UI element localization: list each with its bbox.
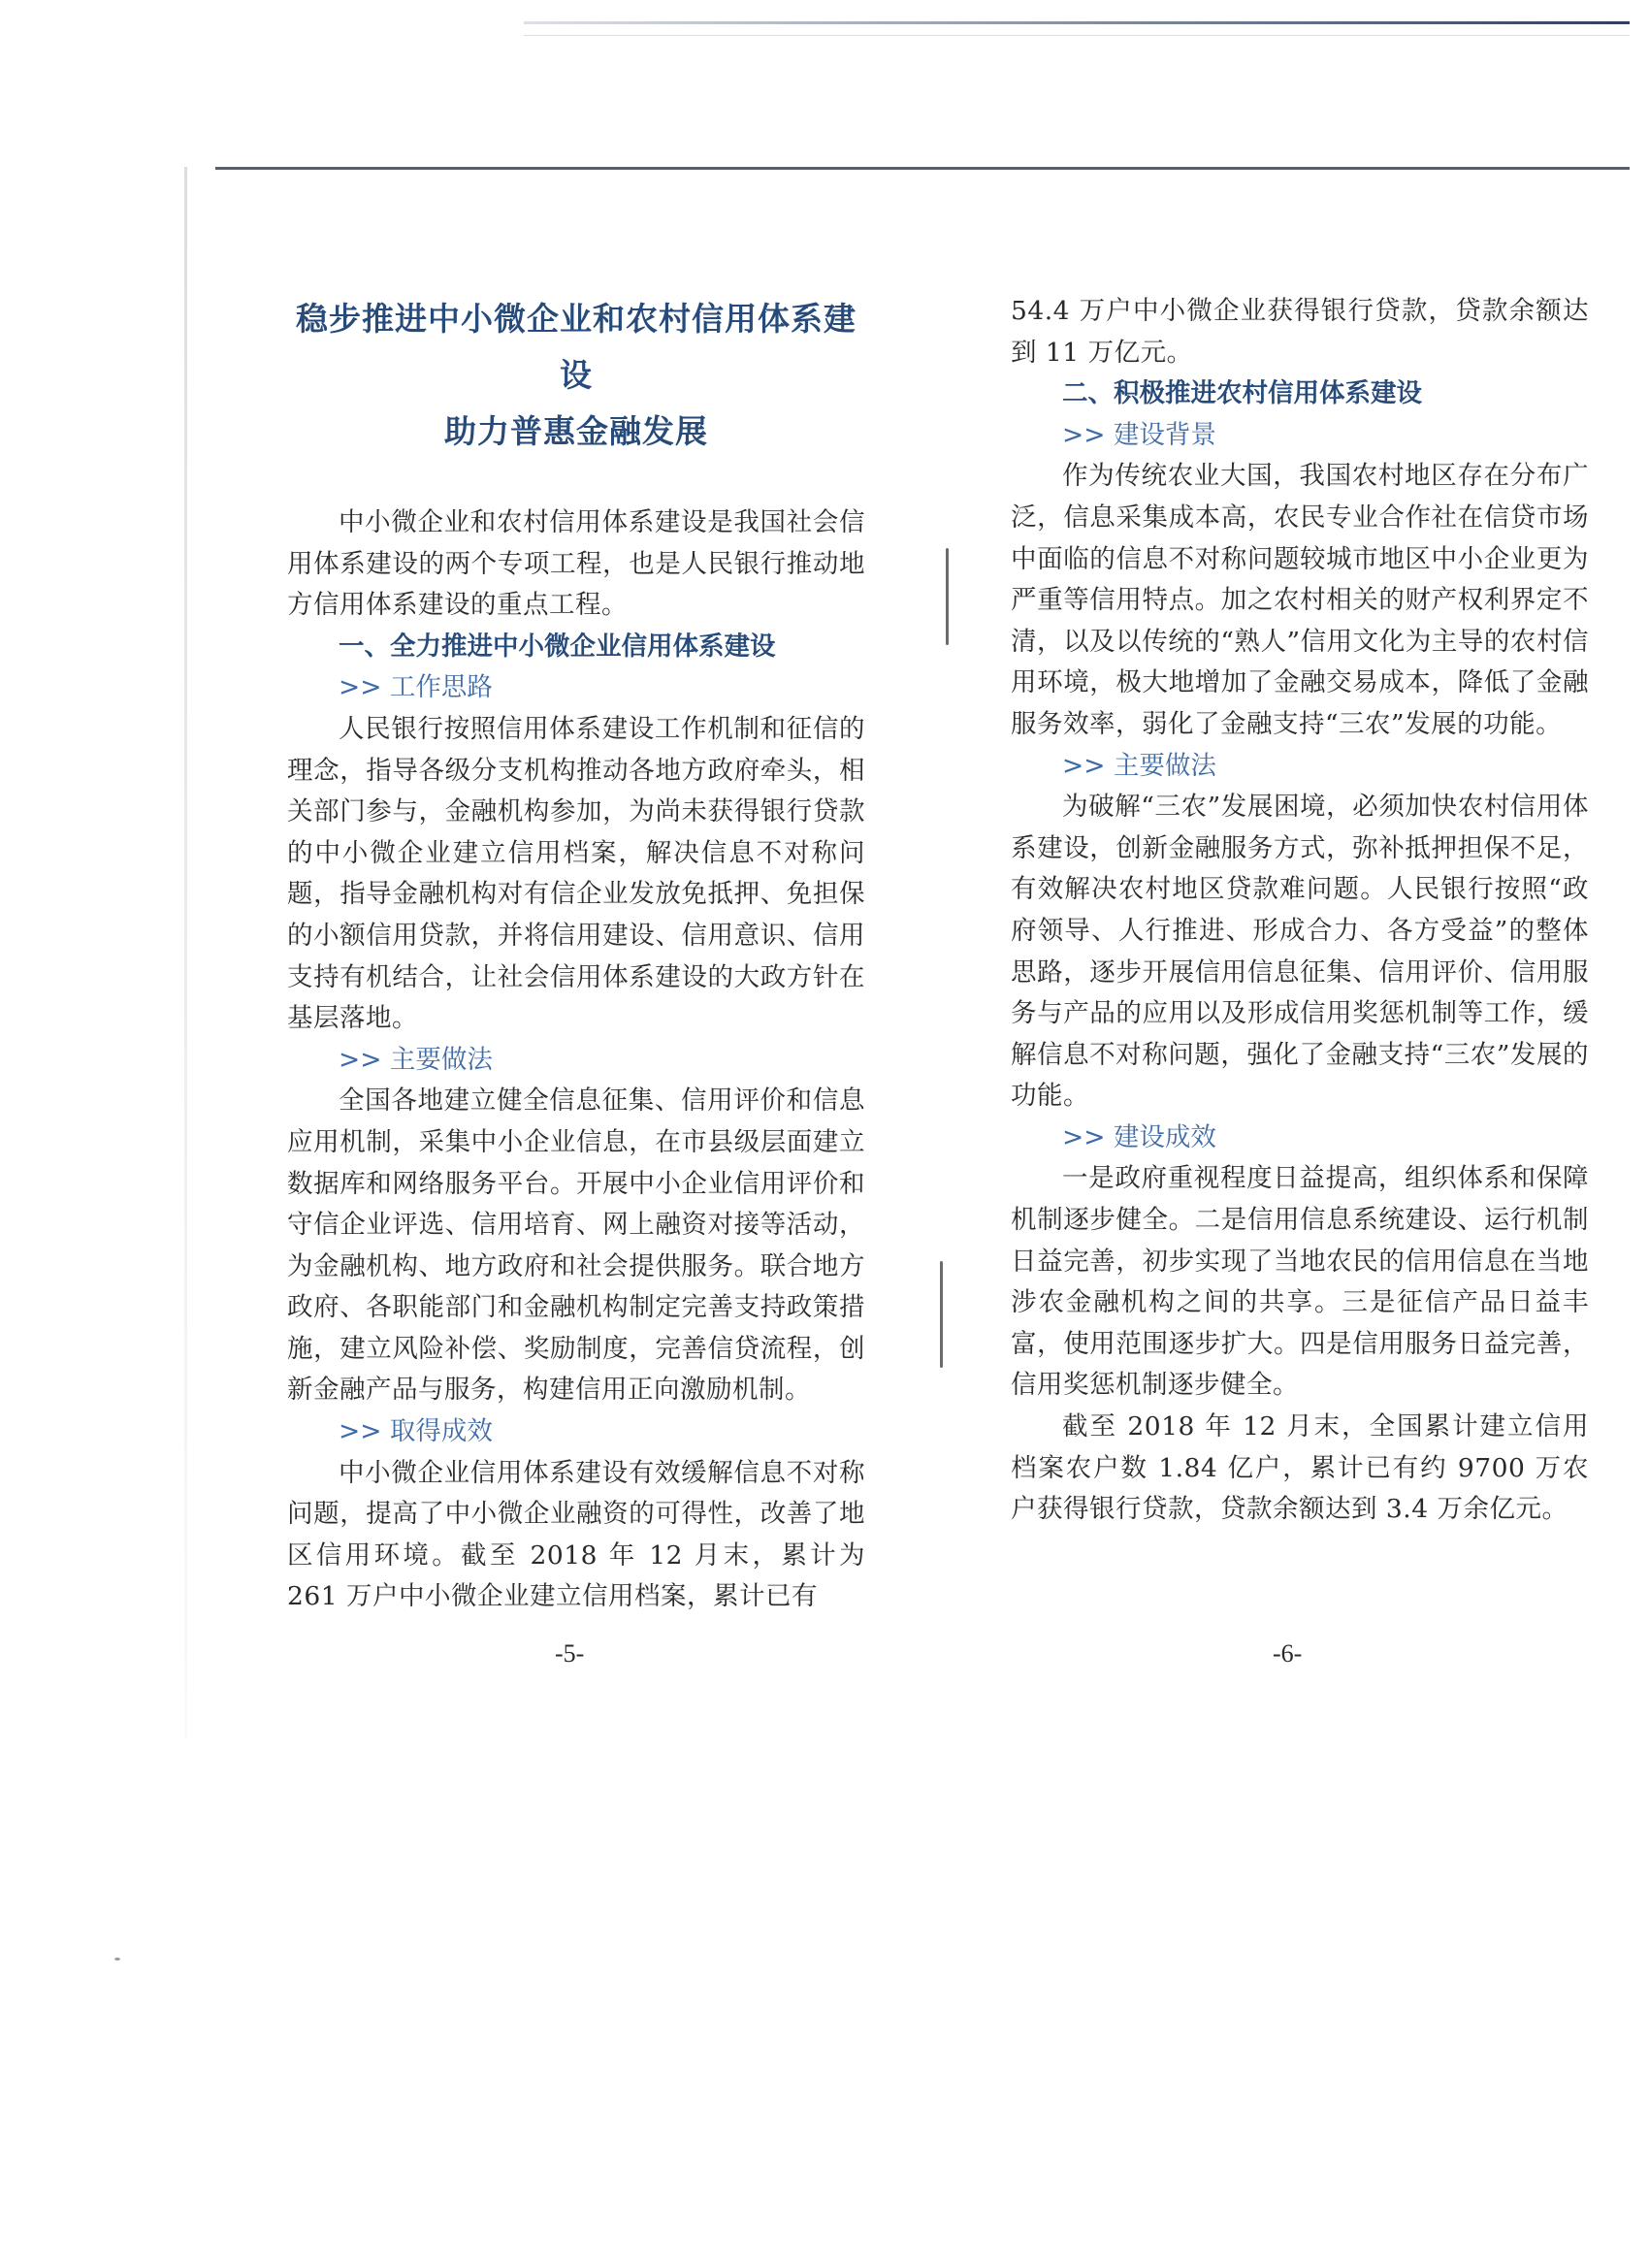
page-right bbox=[1011, 291, 1589, 1531]
page-left bbox=[287, 291, 865, 1618]
approach-paragraph: 人民银行按照信用体系建设工作机制和征信的理念，指导各级分支机构推动各地方政府牵头，相关部门参与，金融机构参加，为尚未获得银行贷款的中小微企业建立信用档案，解决信息不对称问题，指导金融机构对有信企业发放免抵押、免担保的小额信用贷款，并将信用建设、信用意识、信用支持有机结合，让社会信用体系建设的大政方针在基层落地。 bbox=[287, 713, 865, 1034]
article-title bbox=[287, 291, 865, 460]
section2-heading: 二、积极推进农村信用体系建设 bbox=[1062, 378, 1422, 409]
intro-paragraph: 中小微企业和农村信用体系建设是我国社会信用体系建设的两个专项工程，也是人民银行推动地方信用体系建设的重点工程。 bbox=[287, 507, 865, 621]
methods-paragraph-1: 全国各地建立健全信息征集、信用评价和信息应用机制，采集中小企业信息，在市县级层面建立数据库和网络服务平台。开展中小企业信用评价和守信企业评选、信用培育、网上融资对接等活动，为金融机构、地方政府和社会提供服务。联合地方政府、各职能部门和金融机构制定完善支持政策措施，建立风险补偿、奖励制度，完善信贷流程，创新金融产品与服务，构建信用正向激励机制。 bbox=[287, 1085, 865, 1406]
subheading-background: >> 建设背景 bbox=[1062, 419, 1216, 450]
methods-paragraph-2: 为破解“三农”发展困境，必须加快农村信用体系建设，创新金融服务方式，弥补抵押担保不足，有效解决农村地区贷款难问题。人民银行按照“政府领导、人行推进、形成合力、各方受益”的整体思路，逐步开展信用信息征集、信用评价、信用服务与产品的应用以及形成信用奖惩机制等工作，缓解信息不对称问题，强化了金融支持“三农”发展的功能。 bbox=[1011, 792, 1589, 1112]
subheading-results-2: >> 建设成效 bbox=[1062, 1121, 1216, 1152]
scan-top-rule bbox=[524, 21, 1630, 24]
subheading-approach: >> 工作思路 bbox=[339, 672, 493, 703]
sheet-top-edge bbox=[215, 167, 1630, 170]
continued-paragraph: 54.4 万户中小微企业获得银行贷款，贷款余额达到 11 万亿元。 bbox=[1011, 296, 1589, 368]
title-line-2: 助力普惠金融发展 bbox=[444, 412, 708, 450]
page-number-right: -6- bbox=[1273, 1639, 1303, 1668]
staple-top bbox=[946, 548, 949, 645]
final-paragraph: 截至 2018 年 12 月末，全国累计建立信用档案农户数 1.84 亿户，累计已有约 9700 万农户获得银行贷款，贷款余额达到 3.4 万余亿元。 bbox=[1011, 1411, 1589, 1525]
page-number-left: -5- bbox=[555, 1639, 585, 1668]
background-paragraph: 作为传统农业大国，我国农村地区存在分布广泛，信息采集成本高，农民专业合作社在信贷市场中面临的信息不对称问题较城市地区中小企业更为严重等信用特点。加之农村相关的财产权利界定不清，以及以传统的“熟人”信用文化为主导的农村信用环境，极大地增加了金融交易成本，降低了金融服务效率，弱化了金融支持“三农”发展的功能。 bbox=[1011, 461, 1589, 739]
scan-speck bbox=[114, 1958, 120, 1960]
results-paragraph-2: 一是政府重视程度日益提高，组织体系和保障机制逐步健全。二是信用信息系统建设、运行机制日益完善，初步实现了当地农民的信用信息在当地涉农金融机构之间的共享。三是征信产品日益丰富，使用范围逐步扩大。四是信用服务日益完善，信用奖惩机制逐步健全。 bbox=[1011, 1163, 1589, 1401]
subheading-methods-2: >> 主要做法 bbox=[1062, 750, 1216, 781]
staple-bottom bbox=[940, 1261, 943, 1368]
sheet-left-shadow bbox=[184, 167, 187, 1738]
subheading-results-1: >> 取得成效 bbox=[339, 1416, 493, 1447]
subheading-methods-1: >> 主要做法 bbox=[339, 1044, 493, 1075]
section1-heading: 一、全力推进中小微企业信用体系建设 bbox=[339, 631, 776, 662]
scan-top-rule-faint bbox=[524, 35, 1630, 36]
results-paragraph-1: 中小微企业信用体系建设有效缓解信息不对称问题，提高了中小微企业融资的可得性，改善了地区信用环境。截至 2018 年 12 月末，累计为 261 万户中小微企业建立信用档案，累计已有 bbox=[287, 1457, 865, 1612]
title-line-1: 稳步推进中小微企业和农村信用体系建设 bbox=[296, 300, 857, 394]
